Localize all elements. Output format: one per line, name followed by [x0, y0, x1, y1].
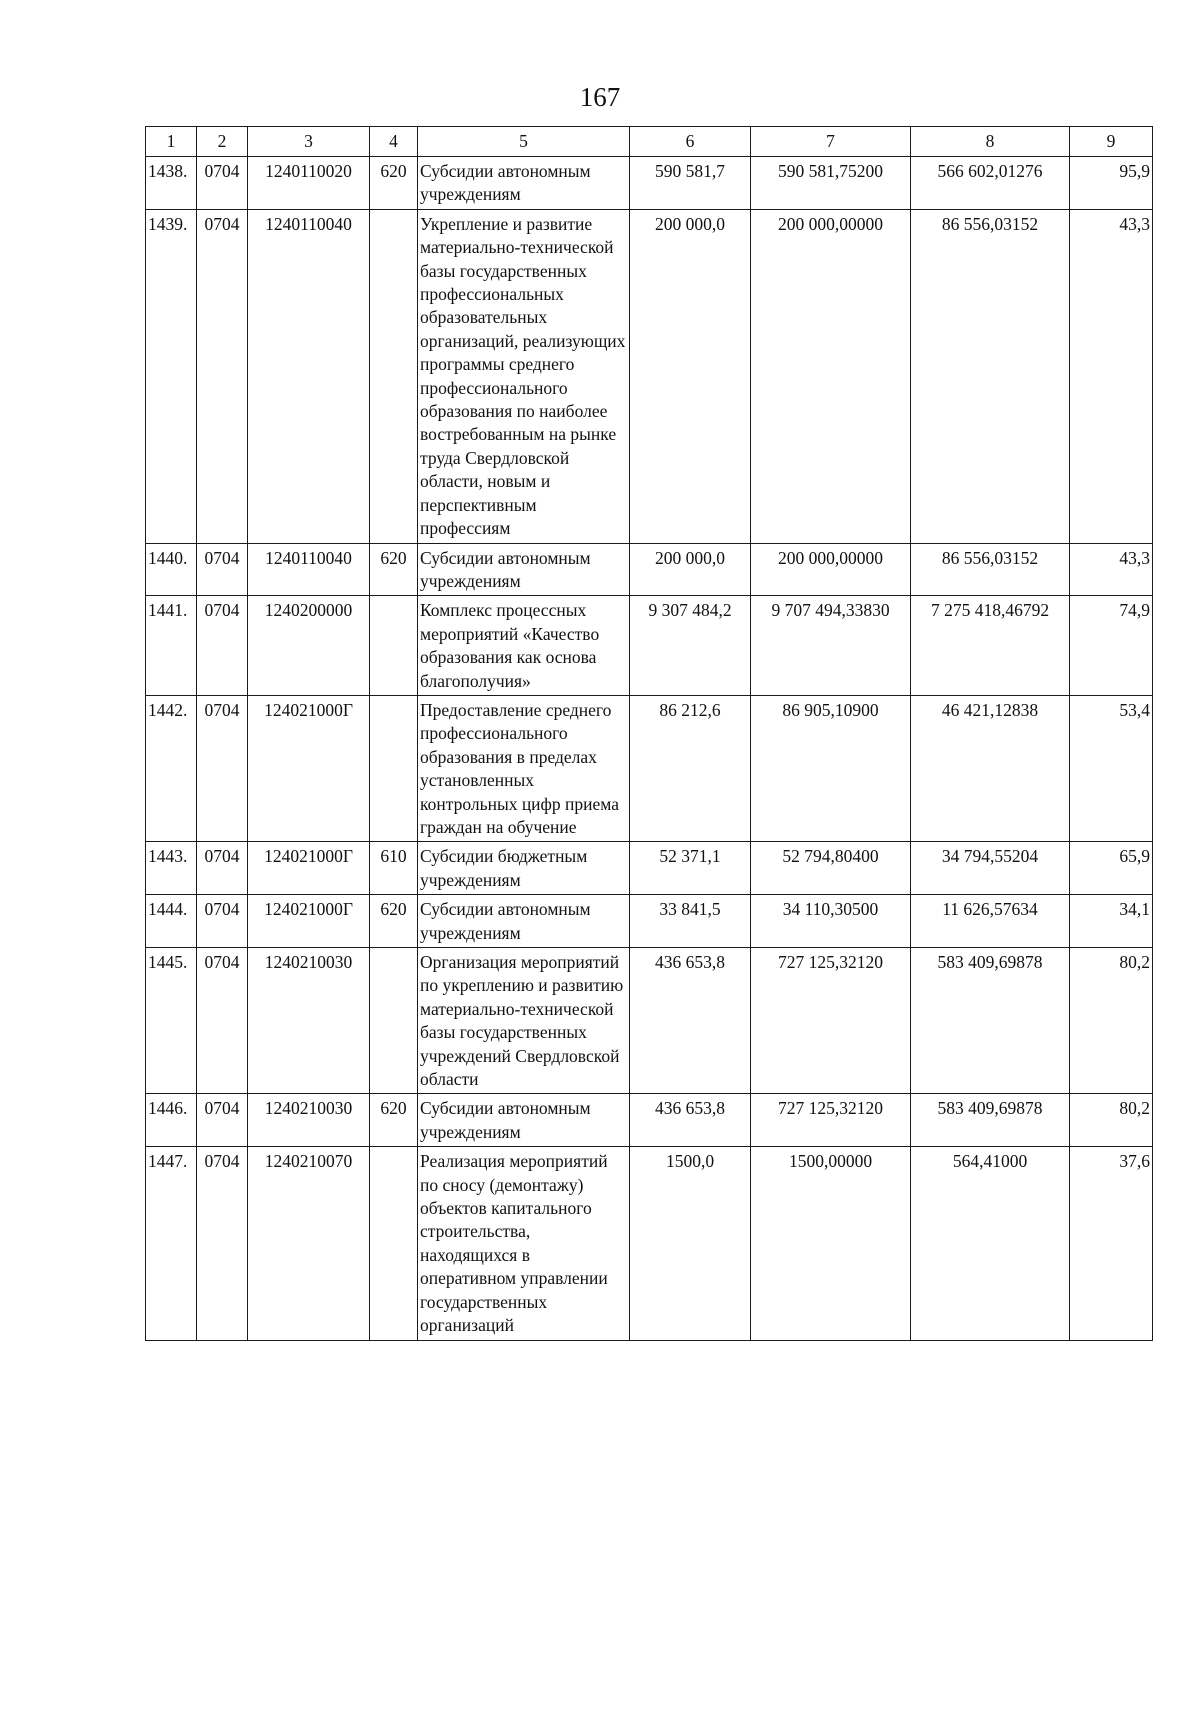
description: Реализация мероприятий по сносу (демонтажу) объектов капитального строительства, находящихся в оперативном управлении государственных организаций [418, 1147, 630, 1340]
target-code: 1240200000 [248, 596, 370, 696]
expense-type [370, 209, 418, 543]
expense-type: 620 [370, 1094, 418, 1147]
budget-table [145, 126, 1153, 1341]
description: Субсидии автономным учреждениям [418, 543, 630, 596]
execution-percent: 80,2 [1070, 1094, 1153, 1147]
target-code: 1240110040 [248, 209, 370, 543]
section-code: 0704 [197, 596, 248, 696]
revised-amount: 727 125,32120 [751, 948, 911, 1094]
expense-type: 620 [370, 895, 418, 948]
header-cell: 9 [1070, 127, 1153, 157]
target-code: 1240110020 [248, 157, 370, 210]
target-code: 1240110040 [248, 543, 370, 596]
table-row [146, 1147, 1153, 1340]
revised-amount: 727 125,32120 [751, 1094, 911, 1147]
plan-amount: 9 307 484,2 [630, 596, 751, 696]
table-row [146, 695, 1153, 841]
expense-type: 610 [370, 842, 418, 895]
plan-amount: 86 212,6 [630, 695, 751, 841]
table-row [146, 895, 1153, 948]
header-cell: 6 [630, 127, 751, 157]
actual-amount: 34 794,55204 [911, 842, 1070, 895]
revised-amount: 590 581,75200 [751, 157, 911, 210]
actual-amount: 7 275 418,46792 [911, 596, 1070, 696]
plan-amount: 1500,0 [630, 1147, 751, 1340]
section-code: 0704 [197, 543, 248, 596]
execution-percent: 43,3 [1070, 209, 1153, 543]
expense-type [370, 695, 418, 841]
header-row [146, 127, 1153, 157]
description: Организация мероприятий по укреплению и развитию материально-технической базы государственных учреждений Свердловской области [418, 948, 630, 1094]
row-number: 1442. [146, 695, 197, 841]
row-number: 1444. [146, 895, 197, 948]
expense-type [370, 596, 418, 696]
execution-percent: 43,3 [1070, 543, 1153, 596]
expense-type: 620 [370, 543, 418, 596]
actual-amount: 583 409,69878 [911, 948, 1070, 1094]
actual-amount: 86 556,03152 [911, 209, 1070, 543]
description: Субсидии бюджетным учреждениям [418, 842, 630, 895]
table-row [146, 948, 1153, 1094]
expense-type: 620 [370, 157, 418, 210]
page-number: 167 [579, 82, 621, 112]
revised-amount: 52 794,80400 [751, 842, 911, 895]
header-cell: 7 [751, 127, 911, 157]
plan-amount: 33 841,5 [630, 895, 751, 948]
row-number: 1443. [146, 842, 197, 895]
plan-amount: 436 653,8 [630, 948, 751, 1094]
header-cell: 1 [146, 127, 197, 157]
description: Комплекс процессных мероприятий «Качество образования как основа благополучия» [418, 596, 630, 696]
actual-amount: 86 556,03152 [911, 543, 1070, 596]
execution-percent: 34,1 [1070, 895, 1153, 948]
row-number: 1445. [146, 948, 197, 1094]
row-number: 1439. [146, 209, 197, 543]
table-row [146, 1094, 1153, 1147]
revised-amount: 9 707 494,33830 [751, 596, 911, 696]
target-code: 124021000Г [248, 695, 370, 841]
execution-percent: 80,2 [1070, 948, 1153, 1094]
header-cell: 5 [418, 127, 630, 157]
row-number: 1438. [146, 157, 197, 210]
description: Предоставление среднего профессионального образования в пределах установленных контрольных цифр приема граждан на обучение [418, 695, 630, 841]
execution-percent: 95,9 [1070, 157, 1153, 210]
description: Субсидии автономным учреждениям [418, 157, 630, 210]
description: Субсидии автономным учреждениям [418, 1094, 630, 1147]
execution-percent: 53,4 [1070, 695, 1153, 841]
table-row [146, 543, 1153, 596]
section-code: 0704 [197, 842, 248, 895]
revised-amount: 200 000,00000 [751, 209, 911, 543]
row-number: 1440. [146, 543, 197, 596]
revised-amount: 86 905,10900 [751, 695, 911, 841]
section-code: 0704 [197, 157, 248, 210]
row-number: 1447. [146, 1147, 197, 1340]
revised-amount: 1500,00000 [751, 1147, 911, 1340]
target-code: 1240210070 [248, 1147, 370, 1340]
execution-percent: 37,6 [1070, 1147, 1153, 1340]
expense-type [370, 948, 418, 1094]
header-cell: 2 [197, 127, 248, 157]
description: Субсидии автономным учреждениям [418, 895, 630, 948]
plan-amount: 200 000,0 [630, 209, 751, 543]
row-number: 1441. [146, 596, 197, 696]
section-code: 0704 [197, 209, 248, 543]
section-code: 0704 [197, 948, 248, 1094]
plan-amount: 52 371,1 [630, 842, 751, 895]
description: Укрепление и развитие материально-технической базы государственных профессиональных образовательных организаций, реализующих программы среднего профессионального образования по наиболее востребованным на рынке труда Свердловской области, новым и перспективным профессиям [418, 209, 630, 543]
section-code: 0704 [197, 1094, 248, 1147]
target-code: 124021000Г [248, 842, 370, 895]
header-cell: 8 [911, 127, 1070, 157]
table-row [146, 842, 1153, 895]
actual-amount: 46 421,12838 [911, 695, 1070, 841]
section-code: 0704 [197, 1147, 248, 1340]
actual-amount: 564,41000 [911, 1147, 1070, 1340]
target-code: 124021000Г [248, 895, 370, 948]
execution-percent: 74,9 [1070, 596, 1153, 696]
expense-type [370, 1147, 418, 1340]
actual-amount: 11 626,57634 [911, 895, 1070, 948]
actual-amount: 566 602,01276 [911, 157, 1070, 210]
plan-amount: 590 581,7 [630, 157, 751, 210]
section-code: 0704 [197, 895, 248, 948]
actual-amount: 583 409,69878 [911, 1094, 1070, 1147]
plan-amount: 200 000,0 [630, 543, 751, 596]
table-row [146, 157, 1153, 210]
table-row [146, 596, 1153, 696]
table-row [146, 209, 1153, 543]
target-code: 1240210030 [248, 1094, 370, 1147]
section-code: 0704 [197, 695, 248, 841]
header-cell: 4 [370, 127, 418, 157]
row-number: 1446. [146, 1094, 197, 1147]
header-cell: 3 [248, 127, 370, 157]
target-code: 1240210030 [248, 948, 370, 1094]
execution-percent: 65,9 [1070, 842, 1153, 895]
plan-amount: 436 653,8 [630, 1094, 751, 1147]
revised-amount: 34 110,30500 [751, 895, 911, 948]
revised-amount: 200 000,00000 [751, 543, 911, 596]
